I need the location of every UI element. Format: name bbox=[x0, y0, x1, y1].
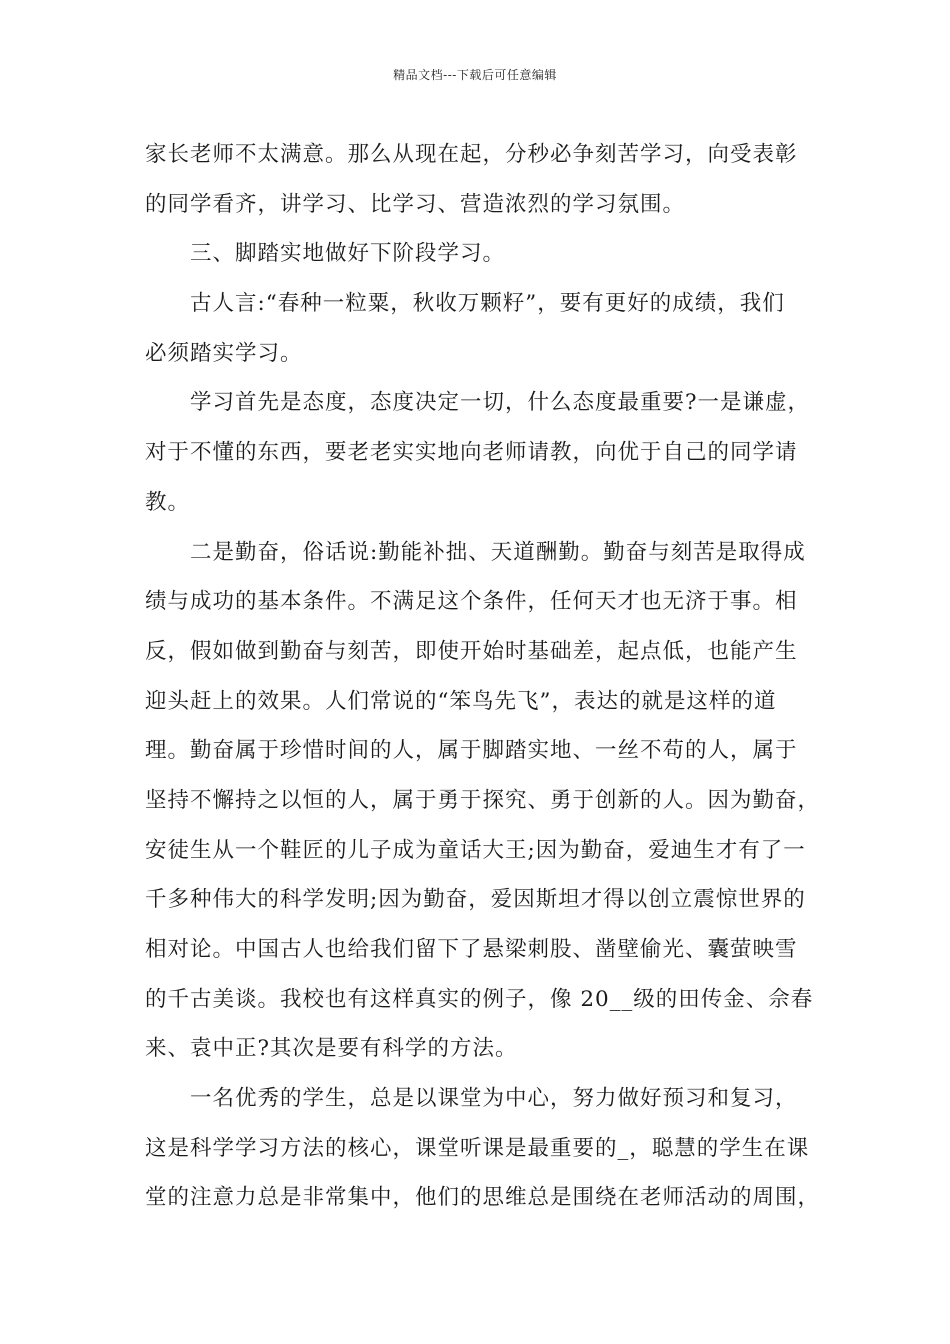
page-header: 精品文档---下载后可任意编辑 bbox=[393, 68, 557, 82]
text-line: 对于不懂的东西，要老老实实地向老师请教，向优于自己的同学请 bbox=[145, 440, 798, 466]
text-line: 古人言:“春种一粒粟，秋收万颗籽”，要有更好的成绩，我们 bbox=[145, 291, 785, 317]
text-line: 的千古美谈。我校也有这样真实的例子，像 20__级的田传金、佘春 bbox=[145, 986, 814, 1012]
text-line: 堂的注意力总是非常集中，他们的思维总是围绕在老师活动的周围， bbox=[145, 1185, 821, 1211]
text-line: 教。 bbox=[145, 489, 191, 515]
text-line: 这是科学学习方法的核心，课堂听课是最重要的_，聪慧的学生在课 bbox=[145, 1135, 810, 1161]
text-line: 迎头赶上的效果。人们常说的“笨鸟先飞”，表达的就是这样的道 bbox=[145, 688, 777, 714]
text-line: 来、袁中正?其次是要有科学的方法。 bbox=[145, 1036, 518, 1062]
text-line: 安徒生从一个鞋匠的儿子成为童话大王;因为勤奋，爱迪生才有了一 bbox=[145, 837, 806, 863]
text-line: 绩与成功的基本条件。不满足这个条件，任何天才也无济于事。相 bbox=[145, 589, 798, 615]
text-line: 千多种伟大的科学发明;因为勤奋，爱因斯坦才得以创立震惊世界的 bbox=[145, 887, 806, 913]
text-line: 的同学看齐，讲学习、比学习、营造浓烈的学习氛围。 bbox=[145, 191, 686, 217]
text-line: 一名优秀的学生，总是以课堂为中心，努力做好预习和复习， bbox=[145, 1086, 798, 1112]
text-line: 二是勤奋，俗话说:勤能补拙、天道酬勤。勤奋与刻苦是取得成 bbox=[145, 539, 806, 565]
text-line: 必须踏实学习。 bbox=[145, 340, 303, 366]
text-line: 家长老师不太满意。那么从现在起，分秒必争刻苦学习，向受表彰 bbox=[145, 142, 798, 167]
text-line: 坚持不懈持之以恒的人，属于勇于探究、勇于创新的人。因为勤奋， bbox=[145, 787, 821, 813]
text-line: 反，假如做到勤奋与刻苦，即使开始时基础差，起点低，也能产生 bbox=[145, 638, 798, 664]
text-line: 学习首先是态度，态度决定一切，什么态度最重要?一是谦虚， bbox=[145, 390, 811, 416]
text-line: 理。勤奋属于珍惜时间的人，属于脚踏实地、一丝不苟的人，属于 bbox=[145, 738, 798, 764]
text-line: 三、脚踏实地做好下阶段学习。 bbox=[145, 241, 506, 267]
document-body bbox=[145, 130, 821, 1223]
text-line: 相对论。中国古人也给我们留下了悬梁刺股、凿壁偷光、囊萤映雪 bbox=[145, 937, 798, 962]
